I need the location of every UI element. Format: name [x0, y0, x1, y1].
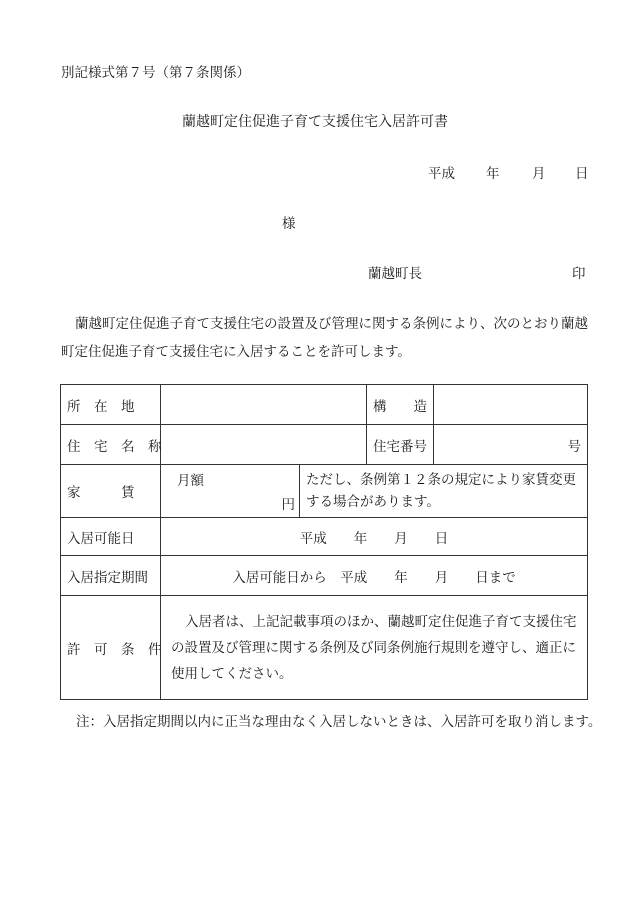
row-rent — [61, 465, 588, 518]
issuer-name: 蘭越町長 — [368, 266, 422, 282]
addressee-suffix: 様 — [282, 216, 296, 232]
body-text: 蘭越町定住促進子育て支援住宅の設置及び管理に関する条例により、次のとおり蘭越町定住促進子育て支援住宅に入居することを許可します。 — [61, 316, 588, 360]
date-day-label: 日 — [575, 166, 589, 182]
date-month-label: 月 — [532, 166, 546, 182]
date-year-label: 年 — [486, 166, 500, 182]
house-number-unit: 号 — [434, 425, 588, 465]
rent-note: ただし、条例第１２条の規定により家賃変更する場合があります。 — [306, 472, 576, 510]
row-location — [61, 385, 588, 425]
available-date-label: 入居可能日 — [61, 518, 161, 556]
row-conditions — [61, 596, 588, 700]
structure-value — [434, 385, 588, 425]
house-name-label: 住 宅 名 称 — [61, 425, 161, 465]
house-name-value — [161, 425, 367, 465]
rent-amount-box — [161, 465, 300, 517]
conditions-text: 入居者は、上記記載事項のほか、蘭越町定住促進子育て支援住宅の設置及び管理に関する条例及び同条例施行規則を遵守し、適正に使用してください。 — [161, 596, 588, 700]
period-label: 入居指定期間 — [61, 556, 161, 596]
rent-yen-unit: 円 — [281, 497, 295, 513]
permit-table — [60, 384, 588, 700]
row-period — [61, 556, 588, 596]
date-era: 平成 — [428, 166, 455, 182]
row-house-name — [61, 425, 588, 465]
rent-monthly-label: 月額 — [177, 473, 204, 489]
row-available-date — [61, 518, 588, 556]
location-label: 所 在 地 — [61, 385, 161, 425]
form-reference: 別記様式第７号（第７条関係） — [61, 65, 250, 81]
conditions-label: 許 可 条 件 — [61, 596, 161, 700]
rent-label: 家 賃 — [61, 465, 161, 518]
location-value — [161, 385, 367, 425]
available-date-value: 平成 年 月 日 — [161, 518, 588, 556]
rent-cell — [161, 465, 588, 518]
structure-label: 構 造 — [367, 385, 434, 425]
house-number-label: 住宅番号 — [367, 425, 434, 465]
footnote: 注：入居指定期間以内に正当な理由なく入居しないときは、入居許可を取り消します。 — [76, 714, 602, 730]
seal-mark: 印 — [572, 266, 586, 282]
document-title: 蘭越町定住促進子育て支援住宅入居許可書 — [182, 114, 448, 130]
period-value: 入居可能日から 平成 年 月 日まで — [161, 556, 588, 596]
